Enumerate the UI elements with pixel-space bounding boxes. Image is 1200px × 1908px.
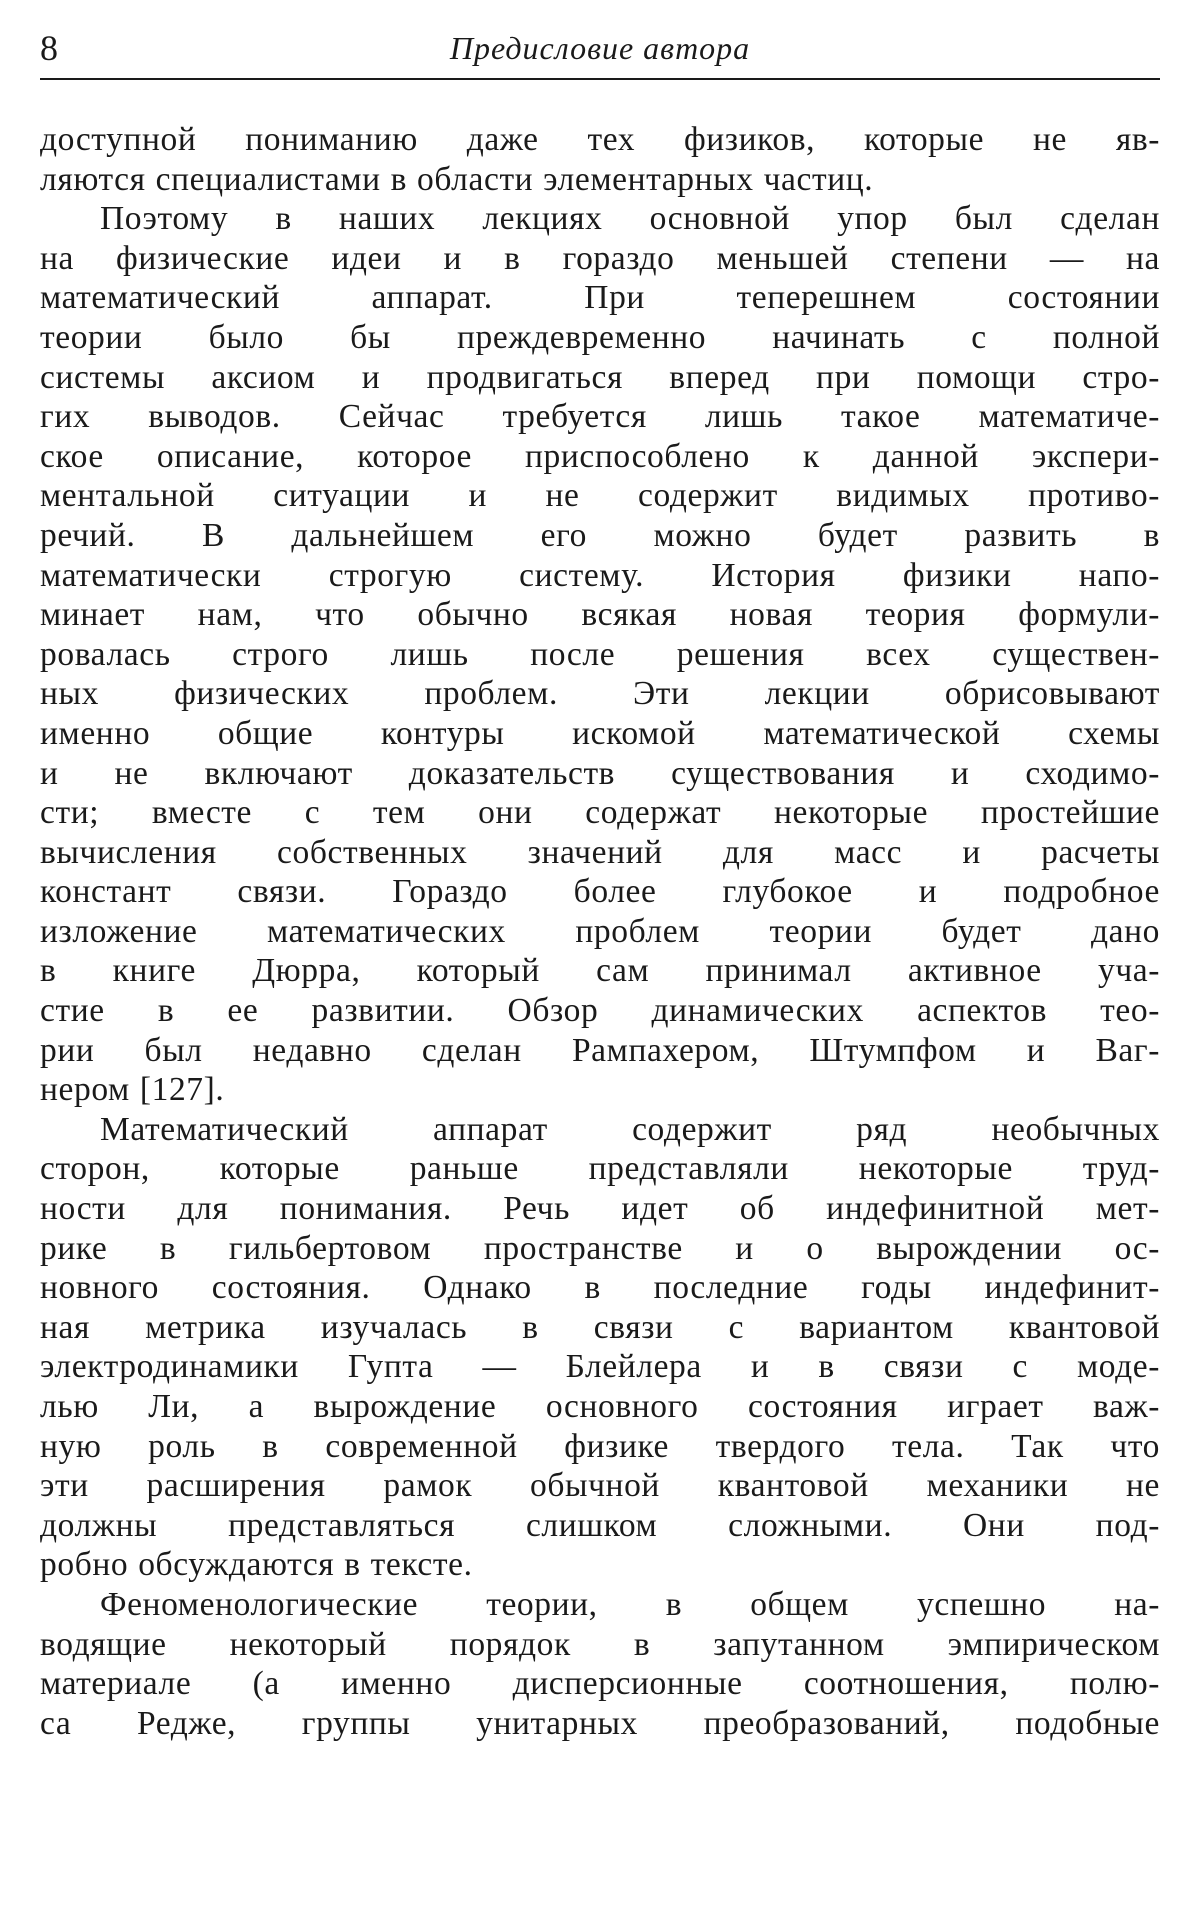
text-line: сторон, которые раньше представляли некоторые труд- xyxy=(40,1150,1160,1188)
text-line: должны представляться слишком сложными. Они под- xyxy=(40,1506,1160,1544)
text-line: ское описание, которое приспособлено к данной экспери- xyxy=(40,437,1160,475)
text-line: математический аппарат. При теперешнем состоянии xyxy=(40,279,1160,317)
text-line: речий. В дальнейшем его можно будет развить в xyxy=(40,516,1160,554)
text-line: нером [127]. xyxy=(40,1071,225,1109)
text-line: констант связи. Гораздо более глубокое и подробное xyxy=(40,873,1160,911)
text-line: ных физических проблем. Эти лекции обрисовывают xyxy=(40,675,1160,713)
text-line: минает нам, что обычно всякая новая теория формули- xyxy=(40,596,1160,634)
paragraph xyxy=(40,120,1160,199)
text-line: ровалась строго лишь после решения всех существен- xyxy=(40,635,1160,673)
text-line: Математический аппарат содержит ряд необычных xyxy=(100,1110,1160,1148)
text-line: новного состояния. Однако в последние годы индефинит- xyxy=(40,1269,1160,1307)
text-line: ментальной ситуации и не содержит видимых противо- xyxy=(40,477,1160,515)
text-line: водящие некоторый порядок в запутанном эмпирическом xyxy=(40,1625,1160,1663)
text-line: ная метрика изучалась в связи с вариантом квантовой xyxy=(40,1308,1160,1346)
paragraph xyxy=(40,199,1160,1110)
text-line: ляются специалистами в области элементарных частиц. xyxy=(40,160,874,198)
page-number: 8 xyxy=(40,28,58,68)
text-line: Поэтому в наших лекциях основной упор был сделан xyxy=(100,200,1160,238)
body-text xyxy=(40,120,1160,1743)
text-line: гих выводов. Сейчас требуется лишь такое математиче- xyxy=(40,398,1160,436)
text-line: электродинамики Гупта — Блейлера и в связи с моде- xyxy=(40,1348,1160,1386)
text-line: са Редже, группы унитарных преобразований, подобные xyxy=(40,1704,1160,1742)
text-line: системы аксиом и продвигаться вперед при помощи стро- xyxy=(40,358,1160,396)
text-line: математически строгую систему. История физики напо- xyxy=(40,556,1160,594)
text-line: эти расширения рамок обычной квантовой механики не xyxy=(40,1467,1160,1505)
text-line: именно общие контуры искомой математической схемы xyxy=(40,714,1160,752)
text-line: рике в гильбертовом пространстве и о вырождении ос- xyxy=(40,1229,1160,1267)
text-line: рии был недавно сделан Рампахером, Штумпфом и Ваг- xyxy=(40,1031,1160,1069)
text-line: материале (а именно дисперсионные соотношения, полю- xyxy=(40,1665,1160,1703)
text-line: стие в ее развитии. Обзор динамических аспектов тео- xyxy=(40,992,1160,1030)
paragraph xyxy=(40,1110,1160,1585)
text-line: сти; вместе с тем они содержат некоторые простейшие xyxy=(40,794,1160,832)
paragraph xyxy=(40,1585,1160,1743)
text-line: Феноменологические теории, в общем успешно на- xyxy=(100,1585,1160,1623)
text-line: робно обсуждаются в тексте. xyxy=(40,1546,473,1584)
text-line: и не включают доказательств существования и сходимо- xyxy=(40,754,1160,792)
text-line: вычисления собственных значений для масс и расчеты xyxy=(40,833,1160,871)
text-line: доступной пониманию даже тех физиков, которые не яв- xyxy=(40,121,1160,158)
text-line: в книге Дюрра, который сам принимал активное уча- xyxy=(40,952,1160,990)
text-line: теории было бы преждевременно начинать с полной xyxy=(40,318,1160,356)
text-line: на физические идеи и в гораздо меньшей степени — на xyxy=(40,239,1160,277)
running-head xyxy=(40,22,1160,80)
text-line: изложение математических проблем теории будет дано xyxy=(40,912,1160,950)
text-line: ности для понимания. Речь идет об индефинитной мет- xyxy=(40,1190,1160,1228)
text-line: лью Ли, а вырождение основного состояния играет важ- xyxy=(40,1388,1160,1425)
running-title: Предисловие автора xyxy=(449,30,751,66)
text-line: ную роль в современной физике твердого тела. Так что xyxy=(40,1427,1160,1465)
